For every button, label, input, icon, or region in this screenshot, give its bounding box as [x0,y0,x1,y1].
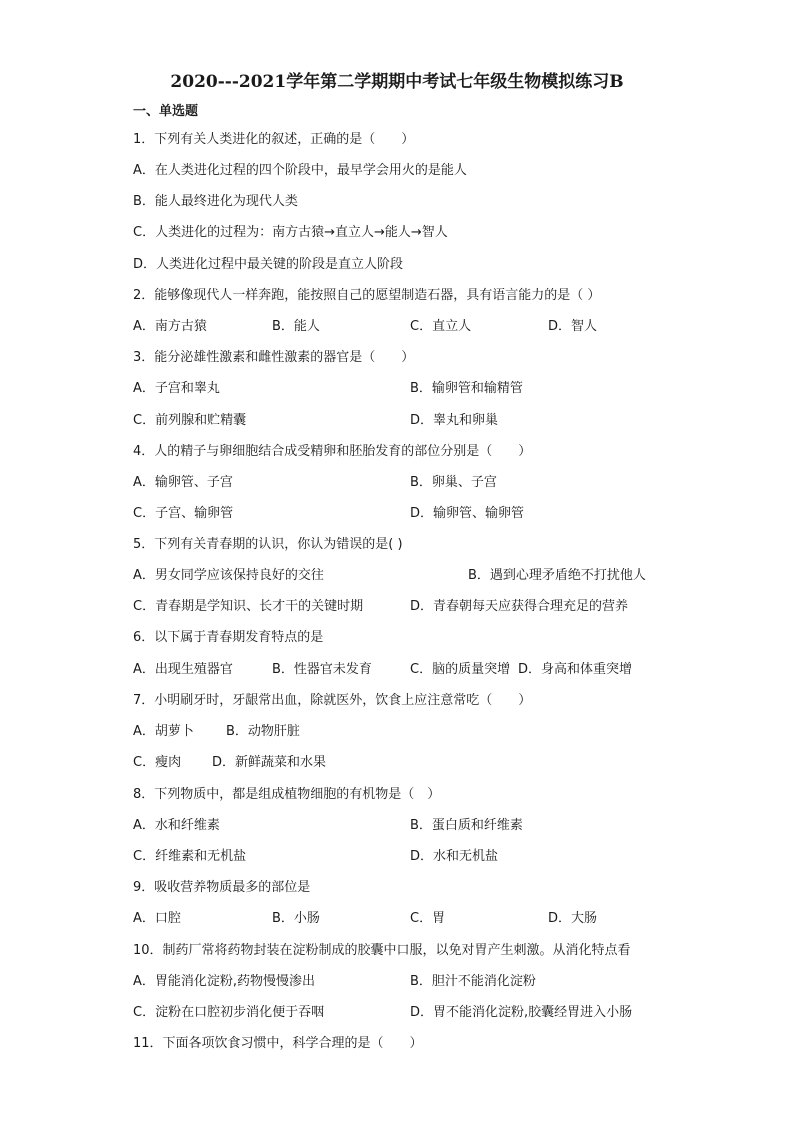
question-7-option-a: A．胡萝卜 [133,724,194,739]
question-3-stem: 3．能分泌雄性激素和雌性激素的器官是（ ） [133,350,415,365]
question-4-option-d: D．输卵管、输卵管 [410,506,525,521]
question-4-option-c: C．子宫、输卵管 [133,506,234,521]
question-2-option-c: C．直立人 [410,319,472,334]
question-10-option-c: C．淀粉在口腔初步消化便于吞咽 [133,1005,325,1020]
question-3-option-a: A．子宫和睾丸 [133,381,220,396]
question-4-option-b: B．卵巢、子宫 [410,475,497,490]
question-1-stem: 1．下列有关人类进化的叙述，正确的是（ ） [133,132,415,147]
section-heading: 一、单选题 [133,104,199,119]
question-1-option-a: A．在人类进化过程的四个阶段中，最早学会用火的是能人 [133,163,467,178]
question-6-option-a: A．出现生殖器官 [133,662,233,677]
question-8-option-a: A．水和纤维素 [133,818,220,833]
question-7-option-c: C．瘦肉 [133,755,182,770]
question-1-option-c: C．人类进化的过程为：南方古猿→直立人→能人→智人 [133,225,448,240]
question-8-option-d: D．水和无机盐 [410,849,499,864]
question-3-option-b: B．输卵管和输精管 [410,381,523,396]
question-4-option-a: A．输卵管、子宫 [133,475,233,490]
question-9-option-a: A．口腔 [133,911,181,926]
question-5-option-c: C．青春期是学知识、长才干的关键时期 [133,599,364,614]
question-8-option-c: C．纤维素和无机盐 [133,849,247,864]
page-title: 2020---2021学年第二学期期中考试七年级生物模拟练习B [170,72,624,92]
question-2-option-b: B．能人 [272,319,320,334]
question-10-option-b: B．胆汁不能消化淀粉 [410,974,536,989]
question-2-stem: 2．能够像现代人一样奔跑，能按照自己的愿望制造石器，具有语言能力的是（ ） [133,288,601,303]
question-7-option-d: D．新鲜蔬菜和水果 [212,755,327,770]
question-5-option-b: B．遇到心理矛盾绝不打扰他人 [468,568,646,583]
question-10-option-d: D．胃不能消化淀粉,胶囊经胃进入小肠 [410,1005,633,1020]
question-7-option-b: B．动物肝脏 [226,724,300,739]
question-9-stem: 9．吸收营养物质最多的部位是 [133,880,311,895]
question-8-option-b: B．蛋白质和纤维素 [410,818,523,833]
question-6-stem: 6．以下属于青春期发育特点的是 [133,630,324,645]
question-6-option-d: D．身高和体重突增 [518,662,633,677]
question-2-option-a: A．南方古猿 [133,319,207,334]
question-4-stem: 4．人的精子与卵细胞结合成受精卵和胚胎发育的部位分别是（ ） [133,444,532,459]
question-5-stem: 5．下列有关青春期的认识，你认为错误的是( ) [133,537,403,552]
question-5-option-d: D．青春朝每天应获得合理充足的营养 [410,599,629,614]
question-6-option-b: B．性器官未发育 [272,662,372,677]
question-7-stem: 7．小明刷牙时，牙龈常出血，除就医外，饮食上应注意常吃（ ） [133,693,532,708]
question-8-stem: 8．下列物质中，都是组成植物细胞的有机物是（ ） [133,787,441,802]
question-6-option-c: C．脑的质量突增 [410,662,511,677]
question-1-option-d: D．人类进化过程中最关键的阶段是直立人阶段 [133,257,404,272]
question-9-option-d: D．大肠 [548,911,598,926]
question-11-stem: 11．下面各项饮食习惯中，科学合理的是（ ） [133,1036,423,1051]
question-5-option-a: A．男女同学应该保持良好的交往 [133,568,324,583]
question-3-option-c: C．前列腺和贮精囊 [133,413,247,428]
question-3-option-d: D．睾丸和卵巢 [410,413,499,428]
question-10-stem: 10．制药厂常将药物封装在淀粉制成的胶囊中口服，以免对胃产生刺激。从消化特点看 [133,943,631,958]
question-9-option-c: C．胃 [410,911,446,926]
question-9-option-b: B．小肠 [272,911,320,926]
question-1-option-b: B．能人最终进化为现代人类 [133,194,298,209]
question-10-option-a: A．胃能消化淀粉,药物慢慢渗出 [133,974,316,989]
question-2-option-d: D．智人 [548,319,598,334]
